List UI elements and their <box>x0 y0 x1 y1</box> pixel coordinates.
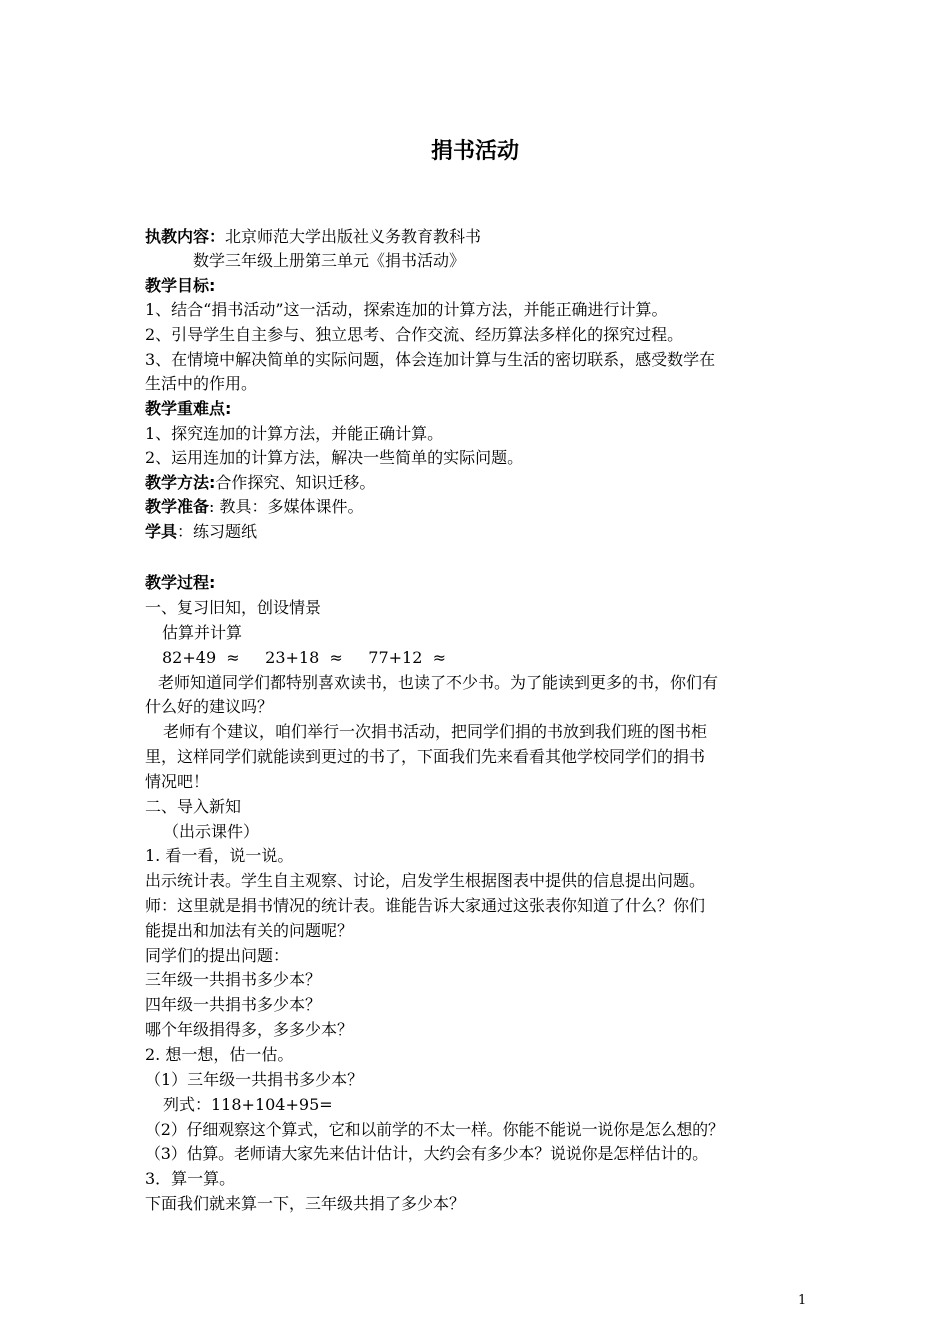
process-line-24: 3．算一算。 <box>145 1169 236 1188</box>
method-text: 合作探究、知识迁移。 <box>215 473 376 492</box>
process-line-11: 1. 看一看，说一说。 <box>145 846 294 865</box>
process-line-1: 一、复习旧知，创设情景 <box>145 598 322 617</box>
process-line-15: 同学们的提出问题： <box>145 946 290 965</box>
process-line-13: 师：这里就是捐书情况的统计表。谁能告诉大家通过这张表你知道了什么？你们 <box>145 896 706 915</box>
prep-text: : 教具：多媒体课件。 <box>209 497 364 516</box>
tools-text: ：练习题纸 <box>177 522 258 541</box>
estimate-expressions: 82+49 ≈ 23+18 ≈ 77+12 ≈ <box>162 648 446 667</box>
process-line-17: 四年级一共捐书多少本？ <box>145 995 322 1014</box>
process-line-19: 2. 想一想，估一估。 <box>145 1045 294 1064</box>
goal-2: 2、引导学生自主参与、独立思考、合作交流、经历算法多样化的探究过程。 <box>145 325 684 344</box>
process-line-4: 老师知道同学们都特别喜欢读书，也读了不少书。为了能读到更多的书，你们有 <box>158 673 719 692</box>
method-line <box>145 473 375 493</box>
process-line-20: （1）三年级一共捐书多少本？ <box>145 1070 364 1089</box>
goals-heading: 教学目标: <box>145 276 216 295</box>
prep-line <box>145 497 364 517</box>
goal-3a: 3、在情境中解决简单的实际问题，体会连加计算与生活的密切联系，感受数学在 <box>145 350 716 369</box>
key-2: 2、运用连加的计算方法，解决一些简单的实际问题。 <box>145 448 524 467</box>
process-line-14: 能提出和加法有关的问题呢？ <box>145 921 354 940</box>
page-number: 1 <box>798 1293 807 1308</box>
process-heading: 教学过程: <box>145 573 216 592</box>
key-heading: 教学重难点: <box>145 399 232 418</box>
process-line-16: 三年级一共捐书多少本？ <box>145 970 322 989</box>
process-line-5: 什么好的建议吗？ <box>145 697 274 716</box>
process-line-12: 出示统计表。学生自主观察、讨论，启发学生根据图表中提供的信息提出问题。 <box>145 871 706 890</box>
process-line-9: 二、导入新知 <box>145 797 242 816</box>
process-line-2: 估算并计算 <box>162 623 243 642</box>
method-label: 教学方法: <box>145 473 216 492</box>
page-title: 捐书活动 <box>430 139 519 164</box>
process-line-22: （2）仔细观察这个算式，它和以前学的不太一样。你能不能说一说你是怎么想的？ <box>145 1120 724 1139</box>
content-text: 北京师范大学出版社义务教育教科书 <box>225 227 482 246</box>
process-line-8: 情况吧！ <box>145 772 210 791</box>
process-line-6: 老师有个建议，咱们举行一次捐书活动，把同学们捐的书放到我们班的图书柜 <box>163 722 708 741</box>
goal-1: 1、结合“捐书活动”这一活动，探索连加的计算方法，并能正确进行计算。 <box>145 300 668 319</box>
goal-3b: 生活中的作用。 <box>145 374 258 393</box>
tools-line <box>145 522 257 542</box>
process-line-18: 哪个年级捐得多，多多少本？ <box>145 1020 354 1039</box>
content-line <box>145 227 481 247</box>
process-line-7: 里，这样同学们就能读到更过的书了，下面我们先来看看其他学校同学们的捐书 <box>145 747 706 766</box>
content-label: 执教内容： <box>145 227 226 246</box>
process-line-25: 下面我们就来算一下，三年级共捐了多少本？ <box>145 1194 466 1213</box>
process-line-10: （出示课件） <box>163 822 260 841</box>
tools-label: 学具 <box>145 522 178 541</box>
content-line-2: 数学三年级上册第三单元《捐书活动》 <box>193 251 466 270</box>
process-line-23: （3）估算。老师请大家先来估计估计，大约会有多少本？说说你是怎样估计的。 <box>145 1144 708 1163</box>
prep-label: 教学准备 <box>145 497 210 516</box>
key-1: 1、探究连加的计算方法，并能正确计算。 <box>145 424 444 443</box>
process-line-21: 列式：118+104+95= <box>163 1095 333 1114</box>
